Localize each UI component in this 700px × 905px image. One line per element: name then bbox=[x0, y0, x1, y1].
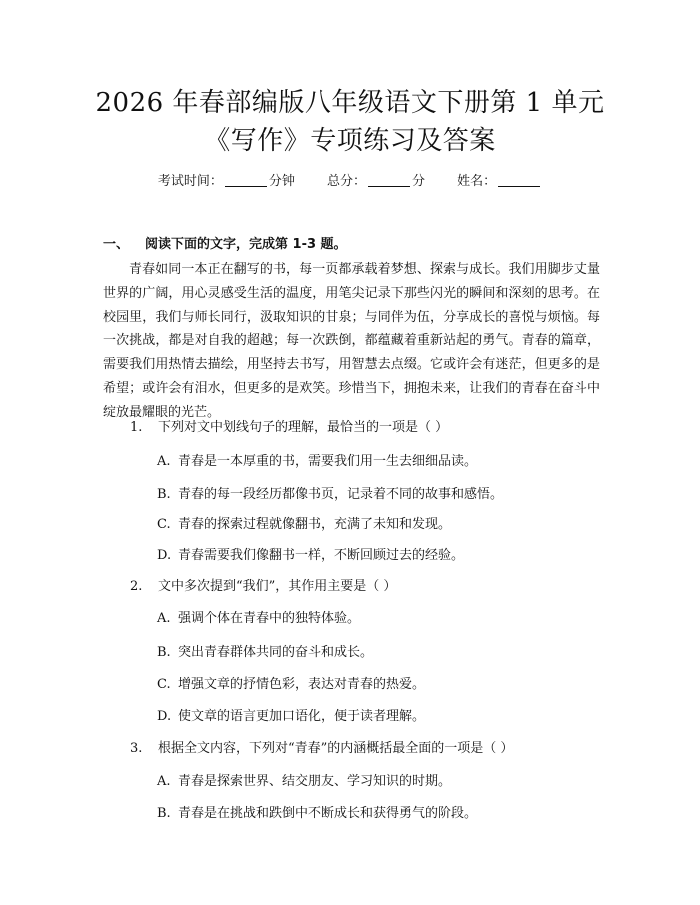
total-score-unit: 分 bbox=[412, 174, 426, 189]
option-label: D. bbox=[157, 709, 172, 724]
question-3-option-a[interactable] bbox=[157, 770, 451, 789]
question-2-option-a[interactable] bbox=[157, 607, 360, 626]
option-text: 青春需要我们像翻书一样，不断回顾过去的经验。 bbox=[178, 548, 465, 563]
option-label: A. bbox=[157, 611, 171, 626]
option-label: A. bbox=[157, 454, 171, 469]
document-title-line-2: 《写作》专项练习及答案 bbox=[204, 126, 496, 156]
exam-info-line bbox=[0, 170, 700, 189]
question-1-option-b[interactable] bbox=[157, 483, 503, 502]
question-2-option-d[interactable] bbox=[157, 705, 425, 724]
option-label: B. bbox=[157, 487, 171, 502]
option-text: 青春是探索世界、结交朋友、学习知识的时期。 bbox=[178, 774, 452, 789]
option-label: B. bbox=[157, 645, 171, 660]
option-text: 青春是一本厚重的书，需要我们用一生去细细品读。 bbox=[178, 454, 478, 469]
option-text: 青春的每一段经历都像书页，记录着不同的故事和感悟。 bbox=[178, 487, 504, 502]
exam-time-field bbox=[158, 170, 295, 189]
option-text: 增强文章的抒情色彩，表达对青春的热爱。 bbox=[178, 677, 426, 692]
question-1 bbox=[130, 416, 448, 435]
reading-passage: 青春如同一本正在翻写的书，每一页都承载着梦想、探索与成长。我们用脚步丈量世界的广阔，用心灵感受生活的温度，用笔尖记录下那些闪光的瞬间和深刻的思考。在校园里，我们与师长同行，汲取知识的甘泉；与同伴为伍，分享成长的喜悦与烦恼。每一次挑战，都是对自我的超越；每一次跌倒，都蕴藏着重新站起的勇气。青春的篇章，需要我们用热情去描绘，用坚持去书写，用智慧去点缀。它或许会有迷茫，但更多的是希望；或许会有泪水，但更多的是欢笑。珍惜当下，拥抱未来，让我们的青春在奋斗中绽放最耀眼的光芒。 bbox=[103, 262, 600, 420]
question-2-option-b[interactable] bbox=[157, 641, 373, 660]
question-1-option-a[interactable] bbox=[157, 450, 477, 469]
option-label: C. bbox=[157, 677, 171, 692]
section-number: 一、 bbox=[103, 237, 130, 252]
question-3 bbox=[130, 737, 513, 756]
option-label: A. bbox=[157, 774, 171, 789]
section-instruction: 阅读下面的文字，完成第 1-3 题。 bbox=[145, 237, 347, 252]
question-3-option-b[interactable] bbox=[157, 802, 477, 821]
option-label: B. bbox=[157, 806, 171, 821]
question-text: 根据全文内容，下列对“青春”的内涵概括最全面的一项是（ ） bbox=[158, 741, 514, 756]
option-text: 青春的探索过程就像翻书，充满了未知和发现。 bbox=[178, 517, 452, 532]
question-1-option-d[interactable] bbox=[157, 544, 464, 563]
question-text: 文中多次提到“我们”，其作用主要是（ ） bbox=[158, 579, 397, 594]
question-text: 下列对文中划线句子的理解，最恰当的一项是（ ） bbox=[158, 420, 449, 435]
option-label: D. bbox=[157, 548, 172, 563]
question-number: 3. bbox=[130, 741, 143, 756]
option-text: 使文章的语言更加口语化，便于读者理解。 bbox=[178, 709, 426, 724]
student-name-label: 姓名： bbox=[457, 174, 497, 189]
question-number: 1. bbox=[130, 420, 143, 435]
option-text: 强调个体在青春中的独特体验。 bbox=[178, 611, 361, 626]
student-name-blank[interactable] bbox=[498, 185, 540, 187]
student-name-field bbox=[457, 170, 542, 189]
option-text: 青春是在挑战和跌倒中不断成长和获得勇气的阶段。 bbox=[178, 806, 478, 821]
section-heading bbox=[103, 233, 347, 252]
question-2 bbox=[130, 575, 396, 594]
exam-time-blank[interactable] bbox=[225, 185, 267, 187]
question-number: 2. bbox=[130, 579, 143, 594]
option-text: 突出青春群体共同的奋斗和成长。 bbox=[178, 645, 374, 660]
exam-time-unit: 分钟 bbox=[268, 174, 295, 189]
total-score-label: 总分： bbox=[326, 174, 366, 189]
option-label: C. bbox=[157, 517, 171, 532]
total-score-blank[interactable] bbox=[368, 185, 410, 187]
question-1-option-c[interactable] bbox=[157, 513, 451, 532]
question-2-option-c[interactable] bbox=[157, 673, 425, 692]
document-title-line-1: 2026 年春部编版八年级语文下册第 1 单元 bbox=[95, 88, 605, 118]
exam-time-label: 考试时间： bbox=[157, 174, 223, 189]
total-score-field bbox=[327, 170, 425, 189]
